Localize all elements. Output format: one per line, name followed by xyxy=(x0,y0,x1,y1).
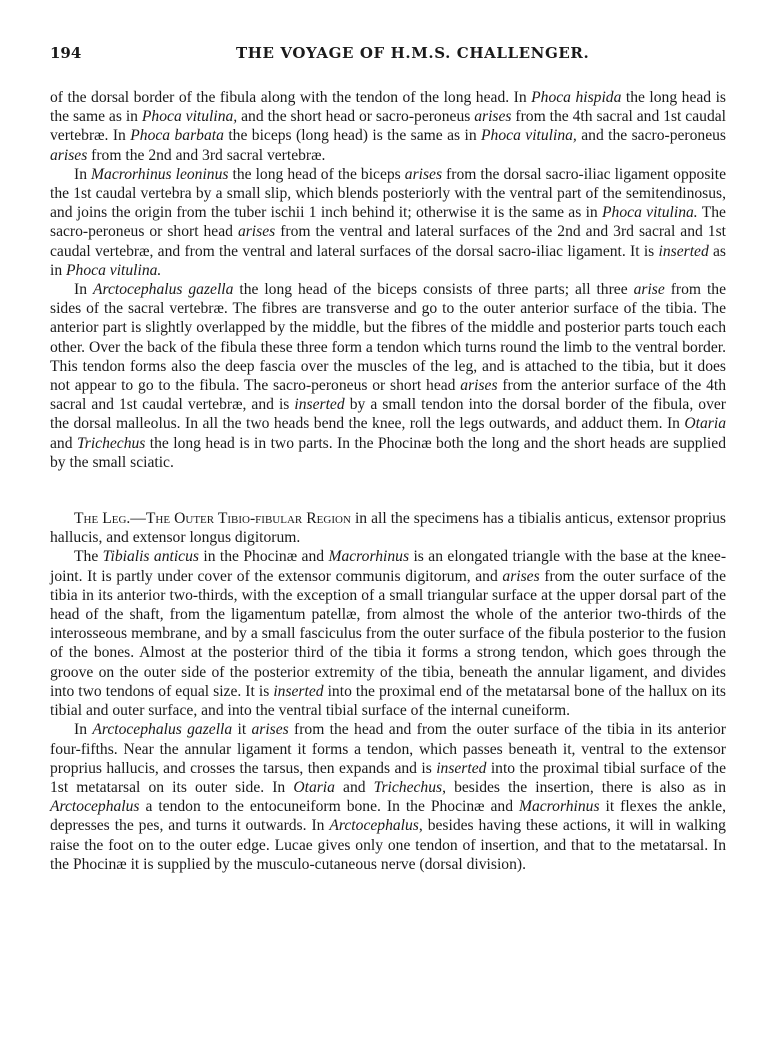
italic-term: arises xyxy=(251,721,289,739)
italic-term: Phoca vitulina. xyxy=(602,204,698,222)
italic-term: Phoca vitulina. xyxy=(66,261,162,279)
paragraph xyxy=(50,720,726,874)
italic-term: Macrorhinus xyxy=(518,798,600,816)
text-run: from the dorsal sacro-iliac ligament opposite the 1st caudal vertebra by a small slip, which blends posteriorly with the ventral part of the semitendinosus, and joins the origin from the tuber ischii 1 inch behind it; otherwise it is the same as in xyxy=(50,165,727,222)
italic-term: Otaria xyxy=(293,778,335,796)
italic-term: Arctocephalus gazella xyxy=(92,721,233,739)
italic-term: inserted xyxy=(436,759,487,777)
text-run: as in xyxy=(50,242,726,279)
text-run: The sacro-peroneus or short head xyxy=(50,204,726,241)
italic-term: Arctocephalus xyxy=(329,817,419,835)
page-number: 194 xyxy=(50,44,82,62)
text-run: In xyxy=(74,281,93,299)
text-run: and xyxy=(50,434,77,452)
text-run: is an elongated triangle with the base at the knee-joint. It is partly under cover of the extensor communis digitorum, and xyxy=(50,548,727,585)
italic-term: Macrorhinus xyxy=(328,548,410,566)
text-run: and the sacro-peroneus xyxy=(576,127,727,145)
text-run: by a small tendon into the dorsal border of the fibula, over the dorsal malleolus. In all the two heads bend the knee, roll the legs outwards, and adduct them. In xyxy=(50,396,726,433)
italic-term: arises xyxy=(502,567,540,585)
text-run: a tendon to the entocuneiform bone. In the Phocinæ and xyxy=(139,798,519,816)
italic-term: Macrorhinus leoninus xyxy=(91,165,229,183)
text-run: in the Phocinæ and xyxy=(198,548,329,566)
italic-term: inserted xyxy=(294,396,345,414)
italic-term: Arctocephalus gazella xyxy=(92,281,234,299)
paragraph xyxy=(50,280,726,472)
section-heading-paragraph xyxy=(50,509,726,547)
italic-term: Tibialis anticus xyxy=(102,548,199,566)
section-title: The Leg.—The Outer Tibio-fibular Region xyxy=(74,510,351,528)
italic-term: arises xyxy=(50,146,88,164)
italic-term: Phoca hispida xyxy=(531,89,622,106)
text-run: from the sides of the sacral vertebræ. The fibres are transverse and go to the outer anterior surface of the tibia. The anterior part is slightly overlapped by the middle, but the fibres of the middle and posterior parts touch each other. Over the back of the fibula these three form a tendon which turns round the limb to the ventral border. This tendon forms also the deep fascia over the muscles of the leg, and is attached to the tibia, but it does not appear to go to the fibula. The sacro-peroneus or short head xyxy=(50,281,726,395)
italic-term: Phoca vitulina, xyxy=(141,108,238,126)
italic-term: arises xyxy=(460,377,498,395)
italic-term: Phoca vitulina, xyxy=(481,127,577,145)
running-title: THE VOYAGE OF H.M.S. CHALLENGER. xyxy=(236,44,590,62)
text-run: of the dorsal border of the fibula along with the tendon of the long head. In xyxy=(50,89,532,106)
paragraph xyxy=(50,165,726,280)
text-run: the long head of the biceps consists of three parts; all three xyxy=(233,281,634,299)
text-run: from the 4th sacral and 1st caudal vertebræ. In xyxy=(50,108,726,145)
text-run: it xyxy=(232,721,252,739)
text-run: the long head is the same as in xyxy=(50,89,726,126)
italic-term: Arctocephalus xyxy=(50,798,140,816)
italic-term: arises xyxy=(404,165,443,183)
text-run: into the proximal tibial surface of the 1st metatarsal on its outer side. In xyxy=(50,759,726,796)
body-text xyxy=(50,88,726,874)
text-run: into the proximal end of the metatarsal bone of the hallux on its tibial and outer surface, and into the ventral tibial surface of the internal cuneiform. xyxy=(50,682,726,720)
italic-term: Trichechus xyxy=(76,434,146,452)
italic-term: arises xyxy=(237,223,276,241)
italic-term: Otaria xyxy=(684,415,726,433)
italic-term: inserted xyxy=(658,242,709,260)
text-run: from the outer surface of the tibia in its anterior two-thirds, with the exception of a small triangular surface at the upper dorsal part of the head of the shaft, from the ligamentum patellæ, from almost the whole of the anterior two-thirds of the interosseous membrane, and by a small fasciculus from the outer surface of the fibula posterior to the fusion of the bones. Almost at the posterior third of the tibia it forms a strong tendon, which goes through the groove on the outer side of the posterior extremity of the tibia, beneath the annular ligament, and divides into two tendons of equal size. It is xyxy=(50,567,726,700)
paragraph xyxy=(50,88,726,165)
text-run: it flexes the ankle, depresses the pes, and turns it outwards. In xyxy=(50,798,726,835)
italic-term: Trichechus xyxy=(373,778,443,796)
italic-term: arises xyxy=(474,108,512,126)
text-run: from the head and from the outer surface of the tibia in its anterior four-fifths. Near the annular ligament it forms a tendon, which passes beneath it, ventral to the extensor proprius hallucis, and crosses the tarsus, then expands and is xyxy=(50,721,726,777)
text-run: , besides the insertion, there is also as in xyxy=(442,778,727,796)
text-run: , besides having these actions, it will in walking raise the foot on to the outer edge. Lucae gives only one tendon of insertion, and that to the metatarsal. In the Phocinæ it is supplied by the musculo-cutaneous nerve (dorsal division). xyxy=(50,817,726,873)
text-run: the long head of the biceps xyxy=(228,165,405,183)
text-run: and xyxy=(334,778,374,796)
text-run: The xyxy=(74,548,103,566)
italic-term: Phoca barbata xyxy=(130,127,224,145)
text-run: and the short head or sacro-peroneus xyxy=(237,108,475,126)
text-run: the biceps (long head) is the same as in xyxy=(223,127,482,145)
italic-term: inserted xyxy=(273,682,324,700)
text-run: from the 2nd and 3rd sacral vertebræ. xyxy=(87,146,326,164)
text-run: from the anterior surface of the 4th sacral and 1st caudal vertebræ, and is xyxy=(50,377,726,414)
text-run: the long head is in two parts. In the Phocinæ both the long and the short heads are supplied by the small sciatic. xyxy=(50,434,726,471)
text-run: in all the specimens has a tibialis anticus, extensor proprius hallucis, and extensor longus digitorum. xyxy=(50,510,727,547)
text-run: In xyxy=(74,721,93,739)
paragraph xyxy=(50,547,726,720)
italic-term: arise xyxy=(633,281,665,299)
text-run: from the ventral and lateral surfaces of the 2nd and 3rd sacral and 1st caudal vertebræ, and from the ventral and lateral surfaces of the dorsal sacro-iliac ligament. It is xyxy=(50,223,726,260)
text-run: In xyxy=(74,165,92,183)
